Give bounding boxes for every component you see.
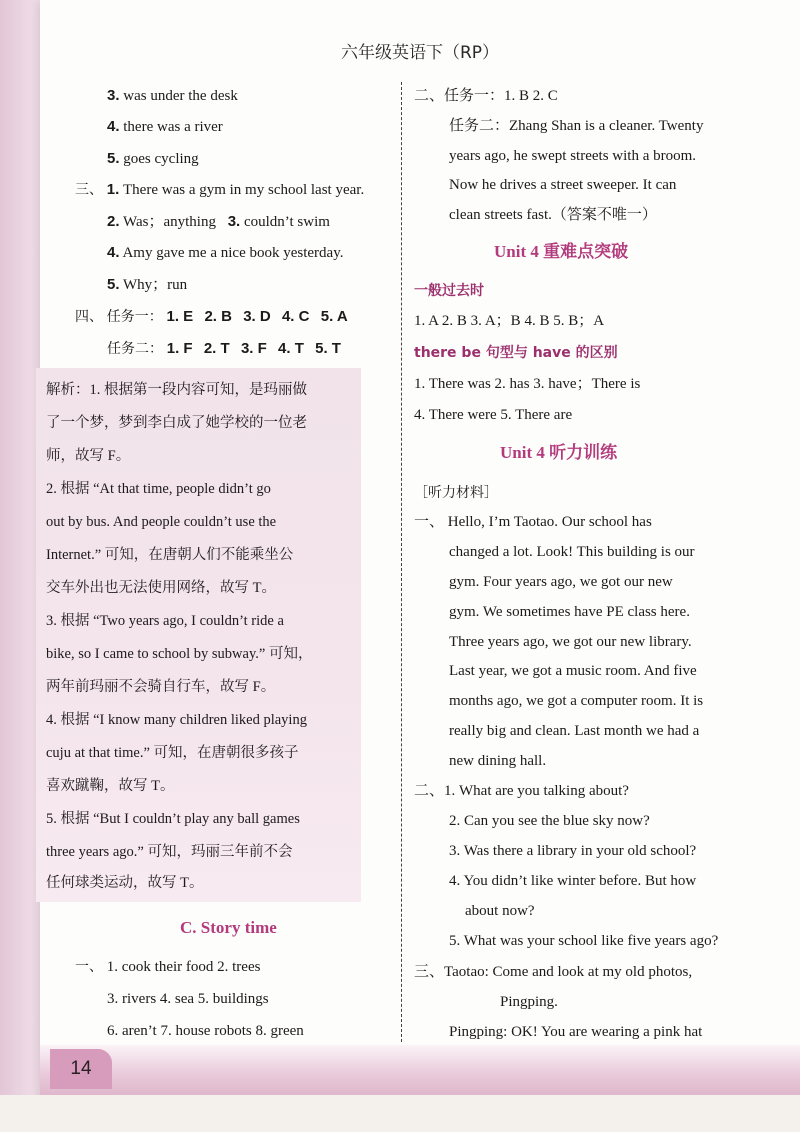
explanation-line: 2. 根据 “At that time, people didn’t go — [46, 481, 271, 497]
explanation-line: cuju at that time.” 可知，在唐朝很多孩子 — [46, 745, 299, 761]
explanation-line: 3. 根据 “Two years ago, I couldn’t ride a — [46, 613, 284, 629]
passage-line: gym. We sometimes have PE class here. — [449, 604, 690, 620]
subsection-title: 一般过去时 — [414, 283, 484, 299]
explanation-line: 交车外出也无法使用网络，故写 T。 — [46, 580, 276, 596]
answer-line: 6. aren’t 7. house robots 8. green — [107, 1023, 304, 1039]
explanation-box — [36, 368, 361, 902]
passage-line: new dining hall. — [449, 753, 547, 769]
explanation-line: Internet.” 可知，在唐朝人们不能乘坐公 — [46, 547, 294, 563]
answer-line: clean streets fast.（答案不唯一） — [449, 207, 657, 223]
question-line: 二、1. What are you talking about? — [414, 783, 629, 799]
passage-line: months ago, we got a computer room. It is — [449, 693, 704, 709]
explanation-line: 5. 根据 “But I couldn’t play any ball games — [46, 811, 300, 827]
question-line: 3. Was there a library in your old school? — [449, 843, 697, 859]
passage-line: changed a lot. Look! This building is our — [449, 544, 695, 560]
page-header: 六年级英语下（RP） — [340, 43, 500, 63]
passage-line: Three years ago, we got our new library. — [449, 634, 692, 650]
section-title: Unit 4 听力训练 — [500, 443, 618, 462]
answer-line: 二、任务一：1. B 2. C — [414, 88, 558, 104]
answer-line: Now he drives a street sweeper. It can — [449, 177, 677, 193]
task-line: 四、 任务一： 1. E 2. B 3. D 4. C 5. A — [75, 308, 348, 325]
subsection-title: there be 句型与 have 的区别 — [414, 345, 618, 361]
column-divider — [401, 82, 402, 1042]
dialogue-line: Pingping. — [500, 994, 558, 1010]
answer-line: years ago, he swept streets with a broom. — [449, 148, 697, 164]
explanation-line: 喜欢蹴鞠，故写 T。 — [46, 778, 175, 794]
answer-line: 1. There was 2. has 3. have；There is — [414, 376, 641, 392]
passage-line: Last year, we got a music room. And five — [449, 663, 697, 679]
answer-line: 2. Was；anything 3. couldn’t swim — [107, 213, 330, 230]
explanation-line: bike, so I came to school by subway.” 可知， — [46, 646, 313, 662]
passage-line: 一、 Hello, I’m Taotao. Our school has — [414, 514, 652, 530]
answer-line: 三、 1. There was a gym in my school last year. — [75, 181, 365, 198]
passage-line: really big and clean. Last month we had a — [449, 723, 700, 739]
explanation-line: 了一个梦，梦到李白成了她学校的一位老 — [46, 415, 307, 431]
dialogue-line: 三、Taotao: Come and look at my old photos, — [414, 964, 693, 980]
explanation-line: 师，故写 F。 — [46, 448, 131, 464]
explanation-line: 两年前玛丽不会骑自行车，故写 F。 — [46, 679, 276, 695]
answer-line: 一、 1. cook their food 2. trees — [75, 959, 261, 975]
answer-line: 5. Why；run — [107, 276, 188, 293]
task-line: 任务二： 1. F 2. T 3. F 4. T 5. T — [107, 340, 341, 357]
explanation-line: three years ago.” 可知，玛丽三年前不会 — [46, 844, 293, 860]
question-line: about now? — [465, 903, 535, 919]
page-bottom-margin — [0, 1095, 800, 1132]
answer-line: 3. rivers 4. sea 5. buildings — [107, 991, 269, 1007]
section-title: C. Story time — [180, 918, 277, 937]
dialogue-line: Pingping: OK! You are wearing a pink hat — [449, 1024, 703, 1040]
answer-line: 4. there was a river — [107, 118, 223, 135]
answer-line: 任务二：Zhang Shan is a cleaner. Twenty — [449, 118, 704, 134]
explanation-line: out by bus. And people couldn’t use the — [46, 514, 277, 530]
explanation-line: 任何球类运动，故写 T。 — [46, 875, 204, 891]
answer-line: 4. Amy gave me a nice book yesterday. — [107, 244, 344, 261]
section-title: Unit 4 重难点突破 — [494, 242, 629, 261]
material-label: ［听力材料］ — [414, 485, 498, 501]
question-line: 2. Can you see the blue sky now? — [449, 813, 650, 829]
answer-line: 1. A 2. B 3. A；B 4. B 5. B；A — [414, 313, 605, 329]
page-number: 14 — [50, 1049, 112, 1089]
question-line: 4. You didn’t like winter before. But how — [449, 873, 697, 889]
question-line: 5. What was your school like five years ago? — [449, 933, 719, 949]
answer-line: 5. goes cycling — [107, 150, 199, 167]
explanation-line: 解析：1. 根据第一段内容可知，是玛丽做 — [46, 382, 307, 398]
explanation-line: 4. 根据 “I know many children liked playing — [46, 712, 307, 728]
answer-line: 4. There were 5. There are — [414, 407, 573, 423]
answer-line: 3. was under the desk — [107, 87, 238, 104]
bottom-band — [40, 1045, 800, 1095]
passage-line: gym. Four years ago, we got our new — [449, 574, 673, 590]
